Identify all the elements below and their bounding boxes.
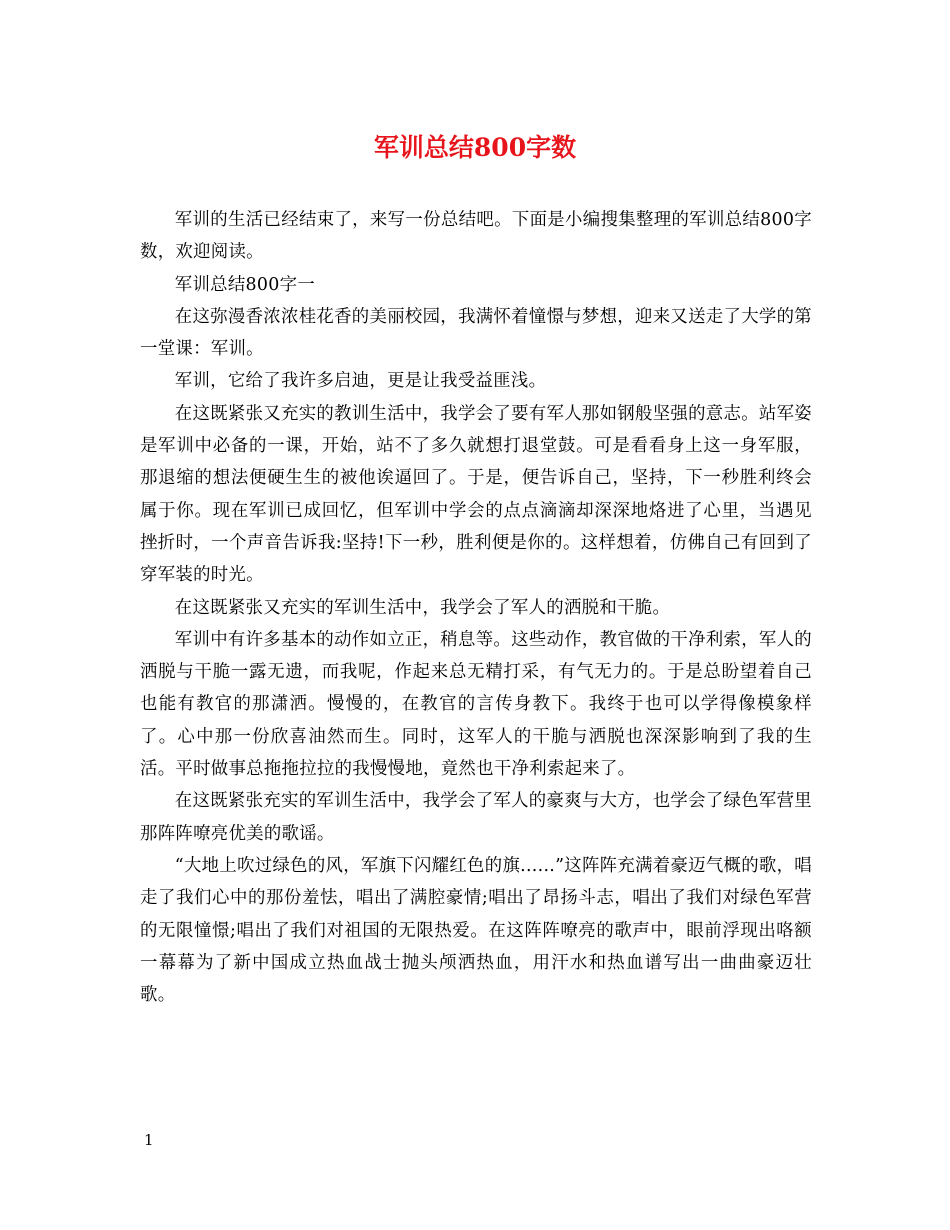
- document-title: 军训总结800字数: [373, 133, 577, 162]
- paragraph: 在这弥漫香浓浓桂花香的美丽校园，我满怀着憧憬与梦想，迎来又送走了大学的第一堂课：军训。: [140, 306, 812, 360]
- paragraph-intro: 军训的生活已经结束了，来写一份总结吧。下面是小编搜集整理的军训总结800字数，欢迎阅读。: [140, 210, 812, 263]
- paragraph: “大地上吹过绿色的风，军旗下闪耀红色的旗......”这阵阵充满着豪迈气概的歌，唱走了我们心中的那份羞怯，唱出了满腔豪情;唱出了昂扬斗志，唱出了我们对绿色军营的无限憧憬;唱出了我们对祖国的无限热爱。在这阵阵嘹亮的歌声中，眼前浮现出咯额一幕幕为了新中国成立热血战士抛头颅洒热血，用汗水和热血谱写出一曲曲豪迈壮歌。: [140, 855, 812, 1006]
- document-body: [140, 204, 812, 1011]
- paragraph: 军训中有许多基本的动作如立正，稍息等。这些动作，教官做的干净利索，军人的洒脱与干脆一露无遗，而我呢，作起来总无精打采，有气无力的。于是总盼望着自己也能有教官的那潇洒。慢慢的，在教官的言传身教下。我终于也可以学得像模象样了。心中那一份欣喜油然而生。同时，这军人的干脆与洒脱也深深影响到了我的生活。平时做事总拖拖拉拉的我慢慢地，竟然也干净利索起来了。: [140, 629, 812, 780]
- paragraph: 在这既紧张又充实的教训生活中，我学会了要有军人那如钢般坚强的意志。站军姿是军训中必备的一课，开始，站不了多久就想打退堂鼓。可是看看身上这一身军服，那退缩的想法便硬生生的被他诶逼回了。于是，便告诉自己，坚持，下一秒胜利终会属于你。现在军训已成回忆，但军训中学会的点点滴滴却深深地烙进了心里，当遇见挫折时，一个声音告诉我:坚持!下一秒，胜利便是你的。这样想着，仿佛自己有回到了穿军装的时光。: [140, 403, 812, 586]
- section-heading: 军训总结800字一: [174, 274, 316, 295]
- paragraph: 在这既紧张充实的军训生活中，我学会了军人的豪爽与大方，也学会了绿色军营里那阵阵嘹亮优美的歌谣。: [140, 791, 812, 844]
- page-number: 1: [144, 1131, 154, 1149]
- paragraph: 军训，它给了我许多启迪，更是让我受益匪浅。: [174, 371, 547, 392]
- paragraph: 在这既紧张又充实的军训生活中，我学会了军人的洒脱和干脆。: [174, 597, 671, 618]
